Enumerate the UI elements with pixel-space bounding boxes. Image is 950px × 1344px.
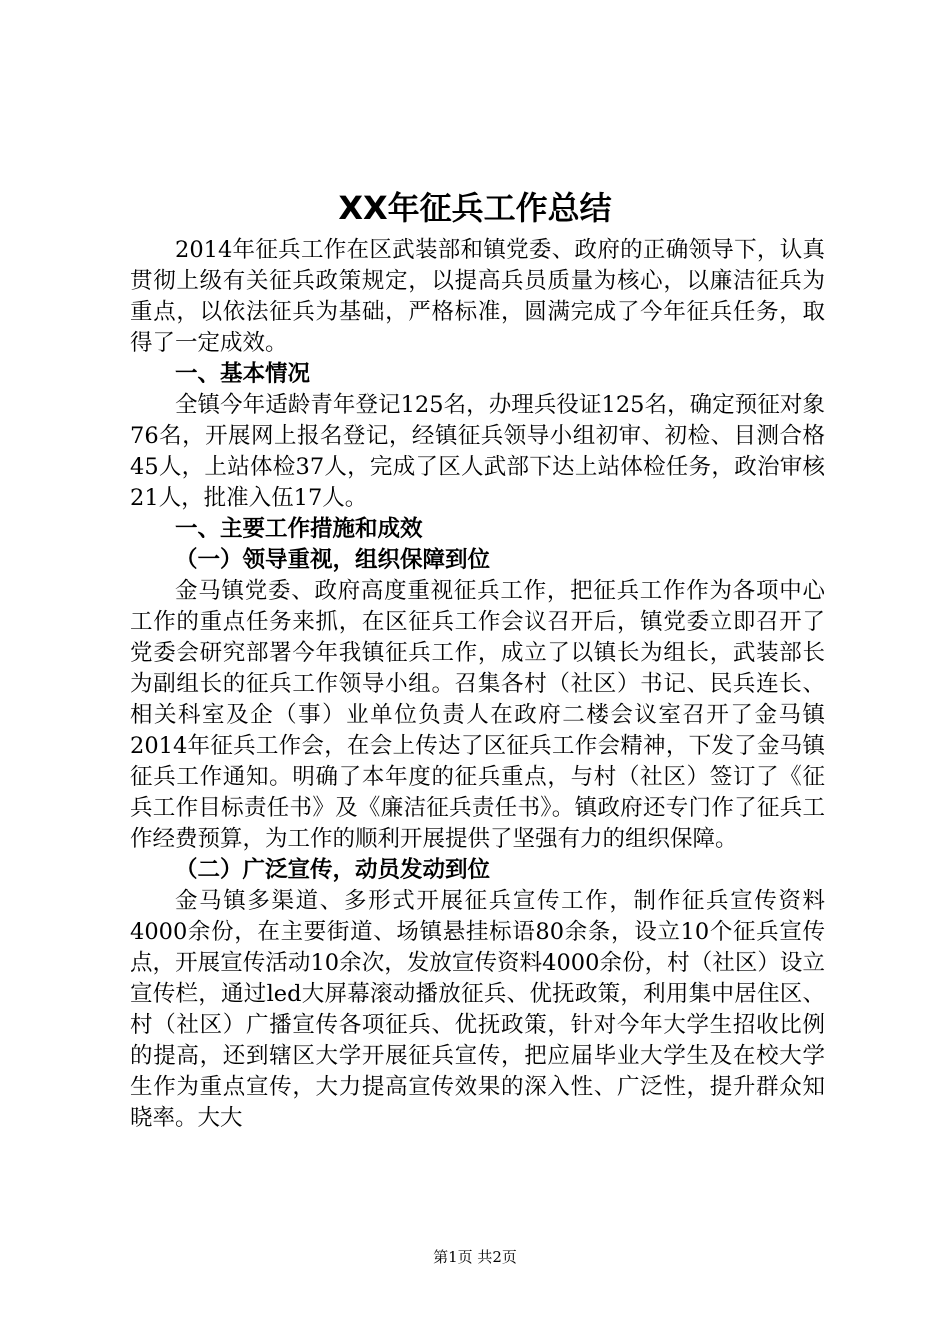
publicity-paragraph: 金马镇多渠道、多形式开展征兵宣传工作，制作征兵宣传资料4000余份，在主要街道、场镇悬挂标语80余条，设立10个征兵宣传点，开展宣传活动10余次，发放宣传资料4000余份，村（社区）设立宣传栏，通过led大屏幕滚动播放征兵、优抚政策，利用集中居住区、村（社区）广播宣传各项征兵、优抚政策，针对今年大学生招收比例的提高，还到辖区大学开展征兵宣传，把应届毕业大学生及在校大学生作为重点宣传，大力提高宣传效果的深入性、广泛性，提升群众知晓率。大大 bbox=[130, 888, 825, 1131]
intro-paragraph: 2014年征兵工作在区武装部和镇党委、政府的正确领导下，认真贯彻上级有关征兵政策规定，以提高兵员质量为核心，以廉洁征兵为重点，以依法征兵为基础，严格标准，圆满完成了今年征兵任务，取得了一定成效。 bbox=[130, 237, 825, 356]
basic-situation-paragraph: 全镇今年适龄青年登记125名，办理兵役证125名，确定预征对象76名，开展网上报名登记，经镇征兵领导小组初审、初检、目测合格45人，上站体检37人，完成了区人武部下达上站体检任务，政治审核21人，批准入伍17人。 bbox=[130, 392, 825, 511]
document-body bbox=[130, 235, 825, 1134]
subsection-heading-publicity: （二）广泛宣传，动员发动到位 bbox=[175, 857, 491, 883]
section-heading-basic-situation: 一、基本情况 bbox=[175, 361, 311, 387]
document-title: XX年征兵工作总结 bbox=[338, 189, 612, 227]
section-heading-main-measures: 一、主要工作措施和成效 bbox=[175, 516, 423, 542]
leadership-paragraph: 金马镇党委、政府高度重视征兵工作，把征兵工作作为各项中心工作的重点任务来抓，在区征兵工作会议召开后，镇党委立即召开了党委会研究部署今年我镇征兵工作，成立了以镇长为组长，武装部长为副组长的征兵工作领导小组。召集各村（社区）书记、民兵连长、相关科室及企（事）业单位负责人在政府二楼会议室召开了金马镇2014年征兵工作会，在会上传达了区征兵工作会精神，下发了金马镇征兵工作通知。明确了本年度的征兵重点，与村（社区）签订了《征兵工作目标责任书》及《廉洁征兵责任书》。镇政府还专门作了征兵工作经费预算，为工作的顺利开展提供了坚强有力的组织保障。 bbox=[130, 578, 825, 852]
subsection-heading-leadership: （一）领导重视，组织保障到位 bbox=[175, 547, 491, 573]
page-footer: 第1页 共2页 bbox=[433, 1248, 517, 1266]
